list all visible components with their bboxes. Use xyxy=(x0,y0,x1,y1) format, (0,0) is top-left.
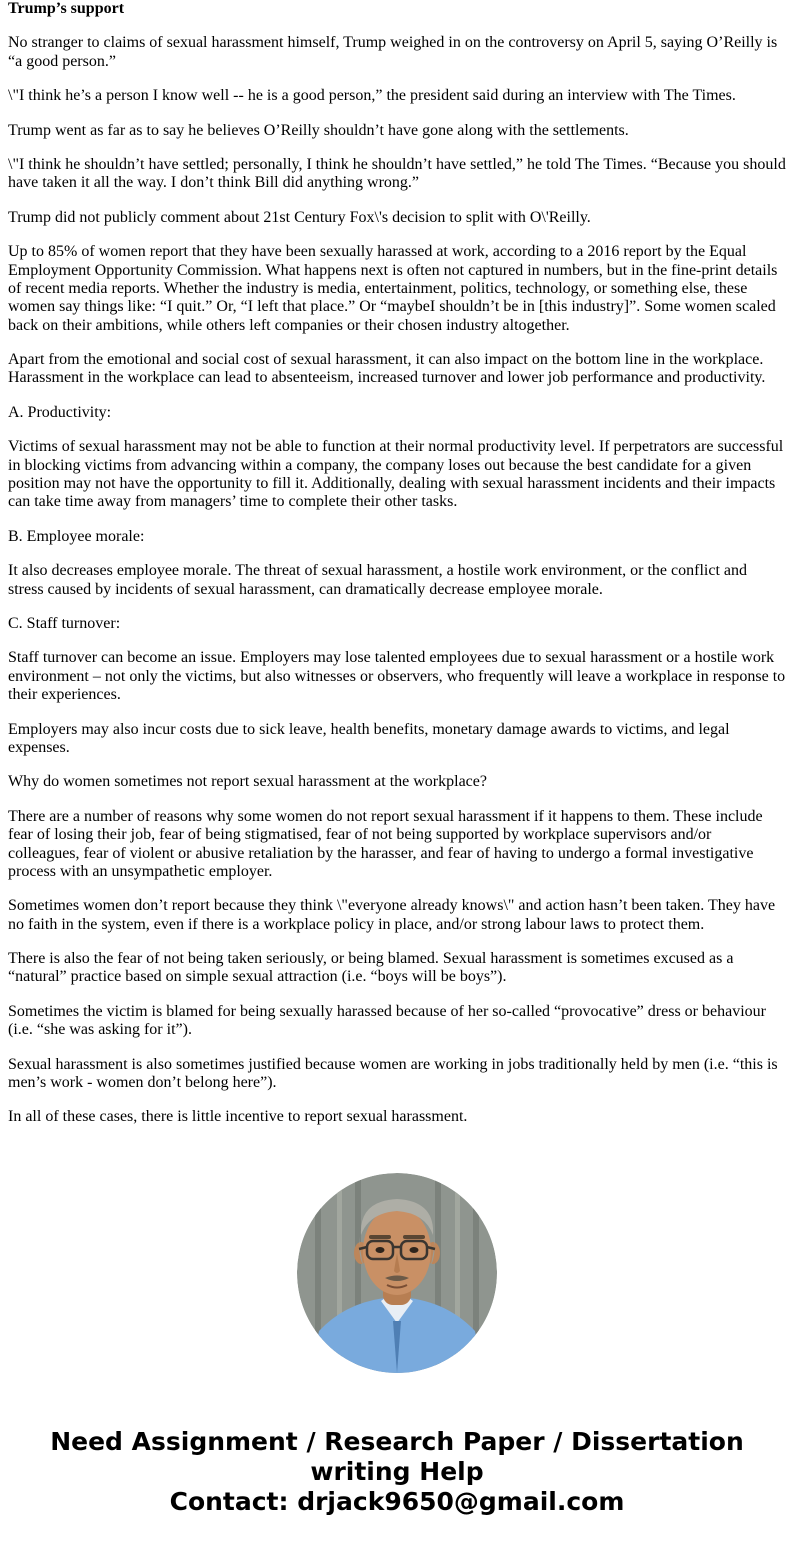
paragraph: It also decreases employee morale. The threat of sexual harassment, a hostile work environment, or the conflict and stress caused by incidents of sexual harassment, can dramatically decrease employee morale. xyxy=(8,562,747,598)
paragraph: Victims of sexual harassment may not be able to function at their normal productivity level. If perpetrators are successful in blocking victims from advancing within a company, the company loses out because the best candidate for a given position may not have the opportunity to fill it. Additionally, dealing with sexual harassment incidents and their impacts can take time away from managers’ time to complete their other tasks. xyxy=(8,438,784,511)
section-label-productivity: A. Productivity: xyxy=(8,403,112,421)
paragraph: There is also the fear of not being taken seriously, or being blamed. Sexual harassment is sometimes excused as a “natural” practice based on simple sexual attraction (i.e. “boys will be boys”). xyxy=(8,950,734,986)
section-label-staff-turnover: C. Staff turnover: xyxy=(8,614,121,632)
paragraph: Up to 85% of women report that they have been sexually harassed at work, according to a 2016 report by the Equal Employment Opportunity Commission. What happens next is often not captured in numbers, but in the fine-print details of recent media reports. Whether the industry is media, entertainment, politics, technology, or something else, these women say things like: “I quit.” Or, “I left that place.” Or “maybeI shouldn’t be in [this industry]”. Some women scaled back on their ambitions, while others left companies or their chosen industry altogether. xyxy=(8,243,778,334)
paragraph: There are a number of reasons why some women do not report sexual harassment if it happens to them. These include fear of losing their job, fear of being stigmatised, fear of not being supported by workplace supervisors and/or colleagues, fear of violent or abusive retaliation by the harasser, and fear of having to undergo a formal investigative process with an unsympathetic employer. xyxy=(8,807,763,880)
paragraph: No stranger to claims of sexual harassment himself, Trump weighed in on the controversy on April 5, saying O’Reilly is “a good person.” xyxy=(8,34,778,70)
author-photo-graphic xyxy=(297,1173,497,1373)
paragraph: Trump went as far as to say he believes O’Reilly shouldn’t have gone along with the settlements. xyxy=(8,121,629,139)
question-paragraph: Why do women sometimes not report sexual harassment at the workplace? xyxy=(8,773,487,791)
paragraph: Sometimes the victim is blamed for being sexually harassed because of her so-called “provocative” dress or behaviour (i.e. “she was asking for it”). xyxy=(8,1002,766,1039)
paragraph: Apart from the emotional and social cost of sexual harassment, it can also impact on the bottom line in the workplace. Harassment in the workplace can lead to absenteeism, increased turnover and lower job performance and productivity. xyxy=(8,351,766,387)
paragraph: Trump did not publicly comment about 21st Century Fox\'s decision to split with O\'Reilly. xyxy=(8,208,591,226)
paragraph: \"I think he shouldn’t have settled; personally, I think he shouldn’t have settled,” he told The Times. “Because you should have taken it all the way. I don’t think Bill did anything wrong.” xyxy=(8,155,786,192)
section-label-employee-morale: B. Employee morale: xyxy=(8,527,145,545)
author-photo-container xyxy=(8,1173,786,1373)
promo-help-text: Need Assignment / Research Paper / Dissertation writing Help xyxy=(50,1426,744,1486)
paragraph: In all of these cases, there is little incentive to report sexual harassment. xyxy=(8,1108,468,1126)
paragraph: Staff turnover can become an issue. Employers may lose talented employees due to sexual harassment or a hostile work environment – not only the victims, but also witnesses or observers, who frequently will leave a workplace in response to their experiences. xyxy=(8,649,786,704)
author-photo xyxy=(297,1173,497,1373)
paragraph: Sexual harassment is also sometimes justified because women are working in jobs traditionally held by men (i.e. “this is men’s work - women don’t belong here”). xyxy=(8,1055,778,1092)
paragraph: Sometimes women don’t report because they think \"everyone already knows\" and action hasn’t been taken. They have no faith in the system, even if there is a workplace policy in place, and/or strong labour laws to protect them. xyxy=(8,897,776,933)
article-heading: Trump’s support xyxy=(8,0,125,17)
promo-footer xyxy=(8,1427,786,1517)
paragraph: \"I think he’s a person I know well -- he is a good person,” the president said during an interview with The Times. xyxy=(8,87,736,105)
promo-contact-text: Contact: drjack9650@gmail.com xyxy=(169,1486,625,1516)
paragraph: Employers may also incur costs due to sick leave, health benefits, monetary damage awards to victims, and legal expenses. xyxy=(8,720,730,756)
